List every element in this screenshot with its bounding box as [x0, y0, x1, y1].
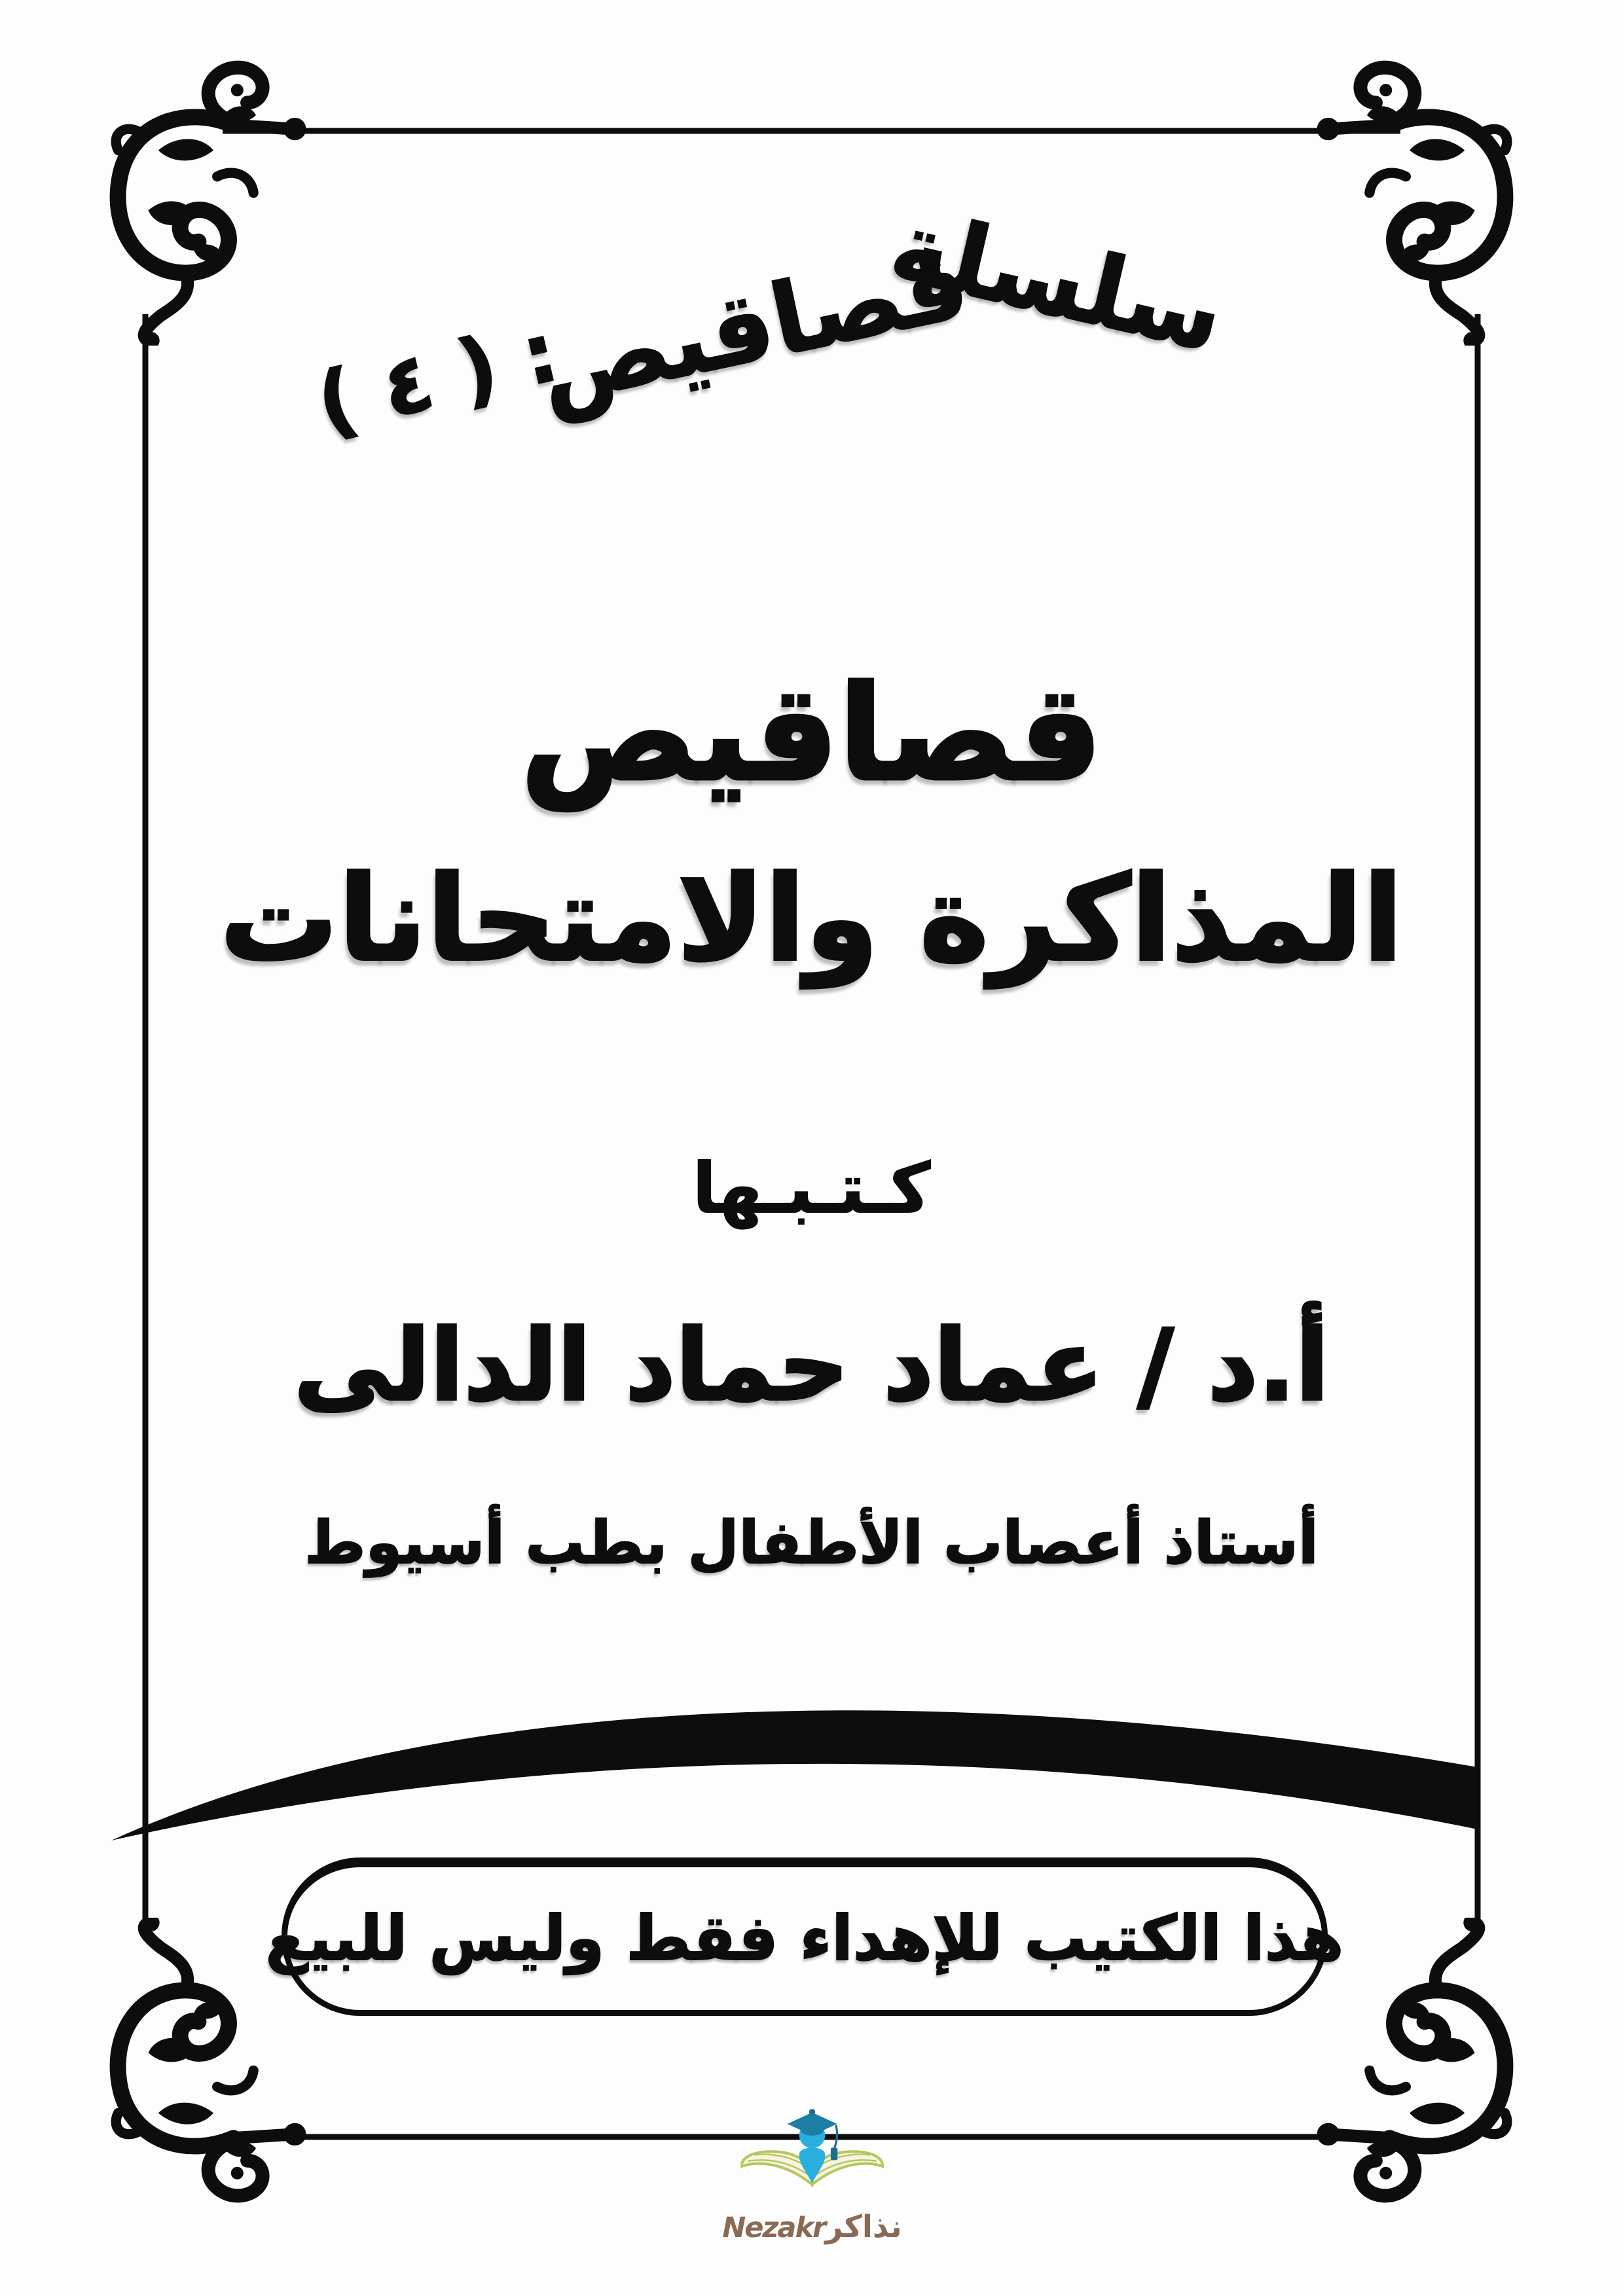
- gift-only-badge-text: هذا الكتيب للإهداء فقط وليس للبيع: [265, 1903, 1344, 1975]
- book-title-word: قصاقيص: [520, 658, 1103, 810]
- gift-only-badge: [265, 1857, 1344, 2016]
- author-role: أستاذ أعصاب الأطفال بطب أسيوط: [304, 1509, 1319, 1577]
- corner-flourish-bottom-right-icon: [1310, 1918, 1539, 2206]
- series-title-arc-word-2: قصاقيص: [527, 226, 979, 429]
- book-title-rest: المذاكرة والامتحانات: [219, 851, 1404, 988]
- cap-tassel-end: [831, 2147, 837, 2160]
- corner-flourish-top-right-icon: [1310, 58, 1539, 346]
- byline-label: كـتـبـها: [692, 1149, 931, 1229]
- series-title-arc-number: : ( ٤ ): [308, 304, 567, 452]
- logo-wordmark: [712, 2209, 912, 2245]
- cap-tassel-cord: [835, 2125, 837, 2148]
- author-name: أ.د / عماد حماد الدالى: [293, 1309, 1330, 1423]
- graduate-over-book-icon: [712, 2104, 912, 2215]
- corner-flourish-top-left-icon: [84, 58, 313, 346]
- graduation-cap-board-icon: [788, 2113, 837, 2136]
- logo-arabic-name: نذاكر: [825, 2209, 902, 2245]
- logo-latin-name: Nezakr: [722, 2212, 826, 2244]
- swoosh-divider: [111, 1710, 1478, 1840]
- cap-button: [809, 2109, 815, 2115]
- series-title-arc-word-1: سلسلة: [881, 188, 1234, 375]
- nezakr-logo: [712, 2104, 912, 2251]
